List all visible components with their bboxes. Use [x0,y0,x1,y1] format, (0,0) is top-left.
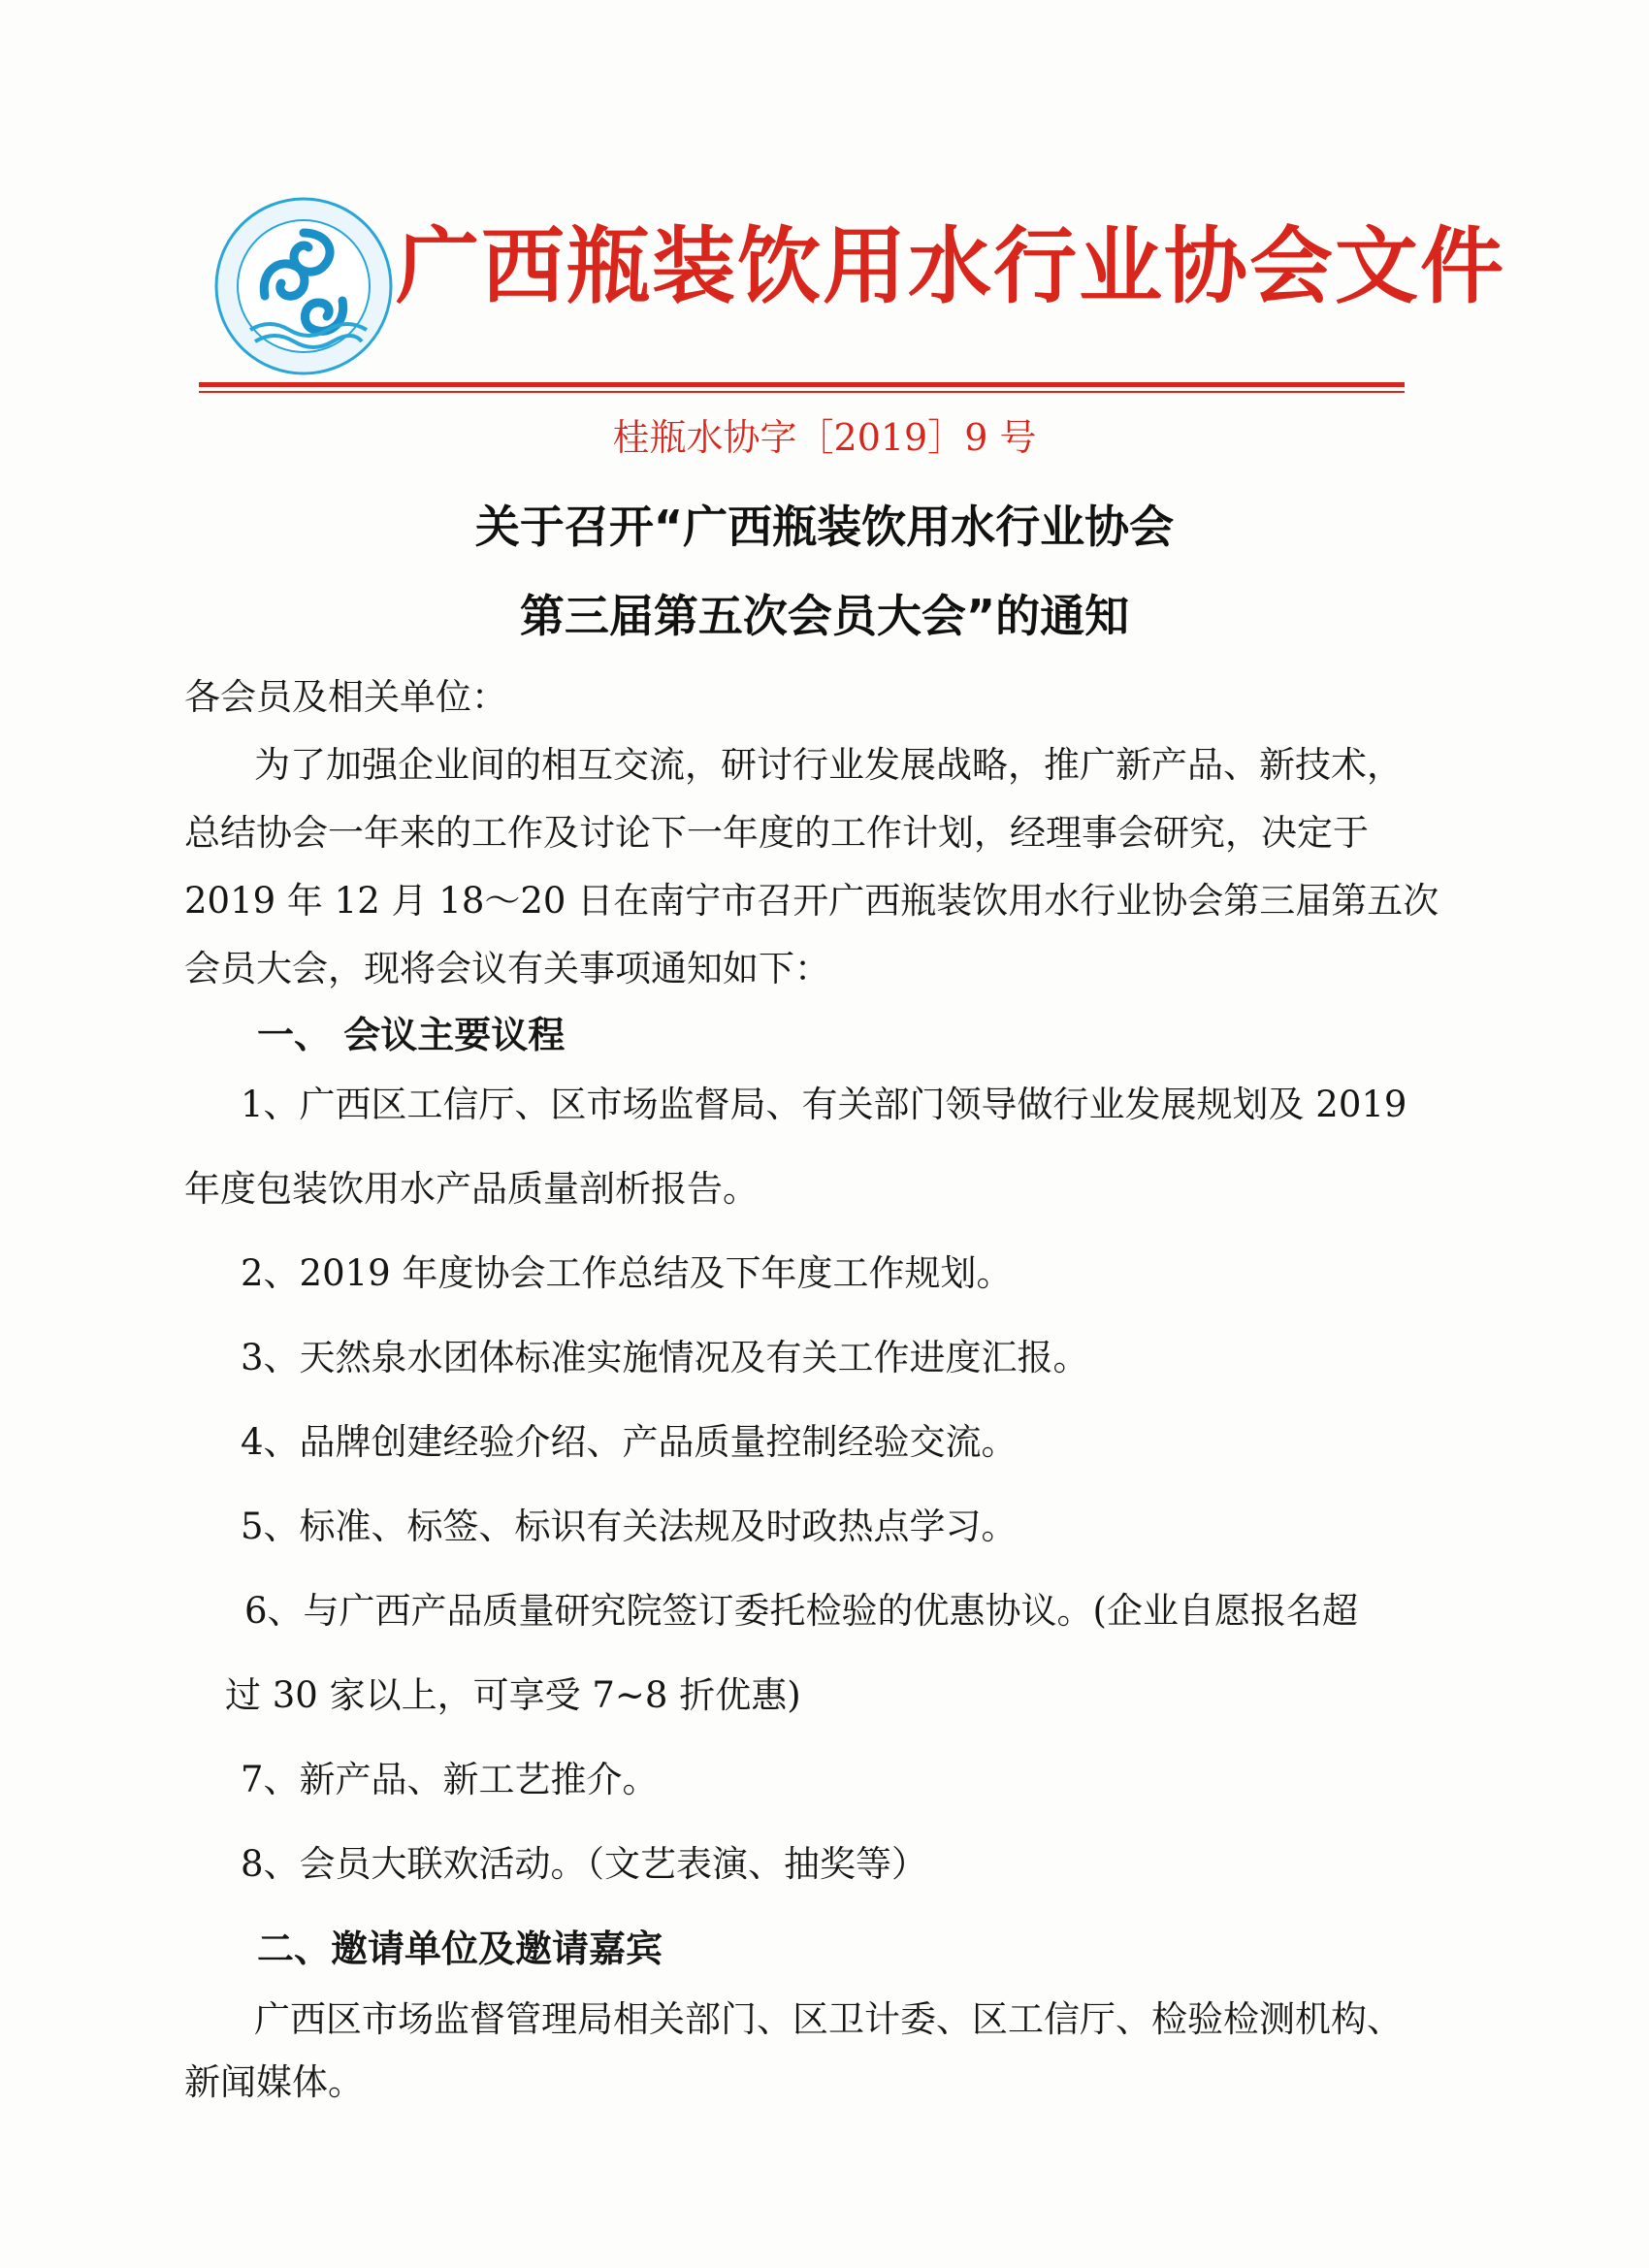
notice-title-line-1: 关于召开“广西瓶装饮用水行业协会 [474,501,1175,553]
agenda-item: 7、新产品、新工艺推介。 [241,1759,659,1800]
letterhead-title: 广西瓶装饮用水行业协会文件 [396,218,1505,315]
agenda-item: 3、天然泉水团体标准实施情况及有关工作进度汇报。 [241,1337,1089,1378]
agenda-item-continuation: 年度包装饮用水产品质量剖析报告。 [184,1168,759,1210]
agenda-item: 4、品牌创建经验介绍、产品质量控制经验交流。 [241,1421,1018,1463]
notice-title-line-2: 第三届第五次会员大会”的通知 [519,590,1130,642]
document-number: 桂瓶水协字［2019］9 号 [612,416,1037,459]
section-heading-invitees: 二、邀请单位及邀请嘉宾 [257,1928,663,1970]
invitees-line: 新闻媒体。 [184,2061,364,2103]
agenda-item-continuation: 过 30 家以上，可享受 7~8 折优惠) [225,1674,801,1716]
letterhead-divider [199,382,1405,387]
agenda-item: 8、会员大联欢活动。（文艺表演、抽奖等） [241,1843,928,1885]
invitees-line: 广西区市场监督管理局相关部门、区卫计委、区工信厅、检验检测机构、 [254,1998,1403,2040]
intro-line: 2019 年 12 月 18～20 日在南宁市召开广西瓶装饮用水行业协会第三届第五次 [184,880,1439,922]
agenda-item: 5、标准、标签、标识有关法规及时政热点学习。 [241,1506,1018,1547]
agenda-item: 1、广西区工信厅、区市场监督局、有关部门领导做行业发展规划及 2019 [241,1084,1407,1125]
intro-line: 总结协会一年来的工作及讨论下一年度的工作计划，经理事会研究，决定于 [184,812,1369,854]
agenda-item: 6、与广西产品质量研究院签订委托检验的优惠协议。(企业自愿报名超 [244,1590,1358,1632]
section-heading-agenda: 一、 会议主要议程 [257,1014,566,1056]
letterhead-divider-thin [199,391,1405,393]
association-logo-icon [211,194,396,378]
intro-line: 会员大会，现将会议有关事项通知如下： [184,948,830,989]
agenda-item: 2、2019 年度协会工作总结及下年度工作规划。 [241,1252,1013,1294]
intro-line: 为了加强企业间的相互交流，研讨行业发展战略，推广新产品、新技术， [254,744,1403,786]
salutation: 各会员及相关单位： [184,676,507,718]
